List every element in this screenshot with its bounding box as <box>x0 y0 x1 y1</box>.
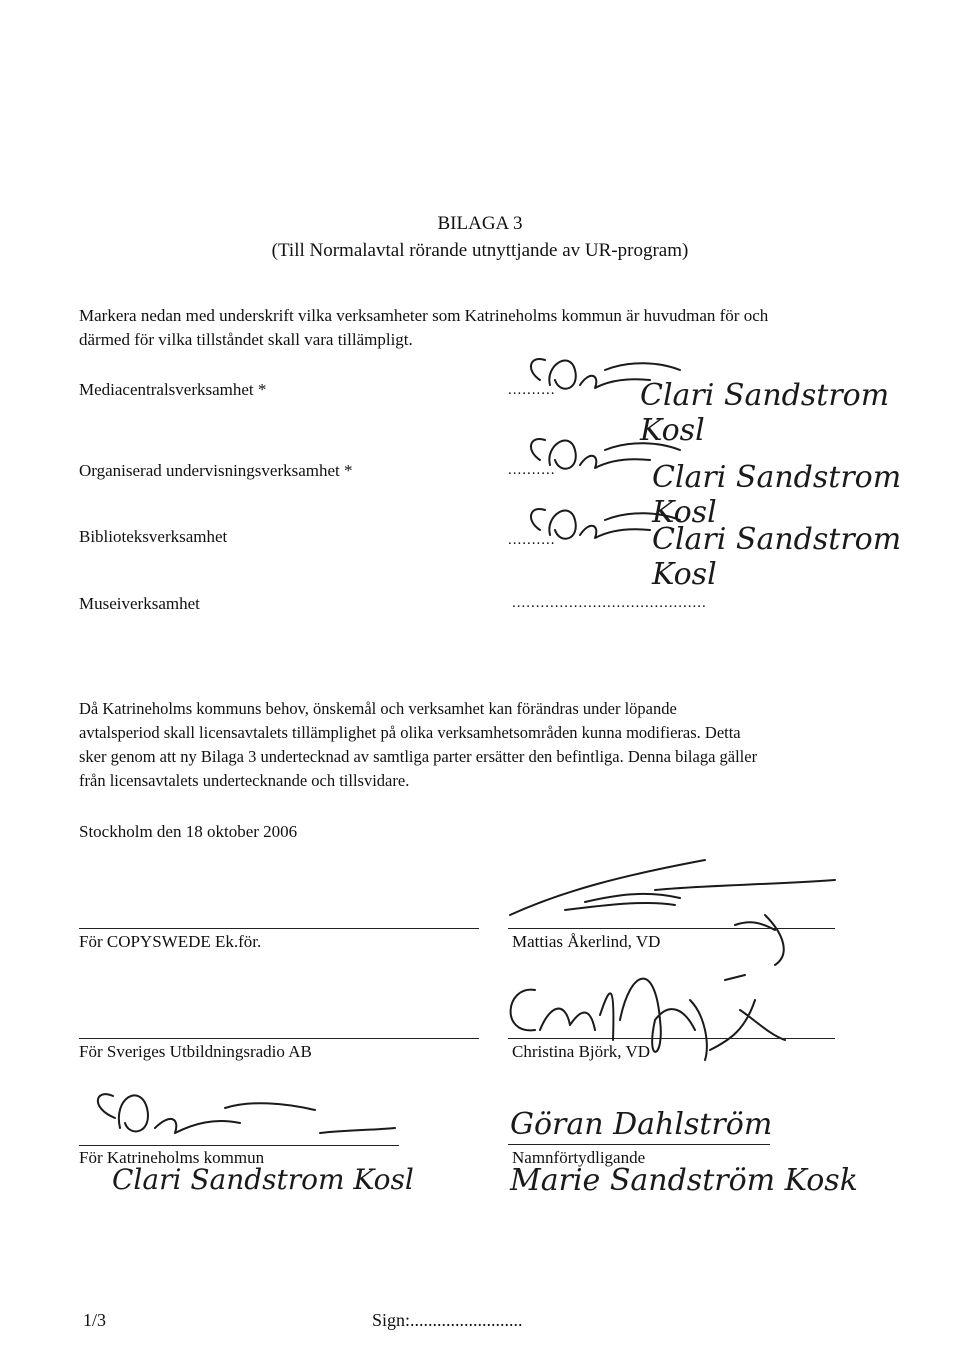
handwritten-name: Marie Sandström Kosk <box>510 1163 858 1198</box>
signature-dots: .......... <box>508 532 556 548</box>
place-date: Stockholm den 18 oktober 2006 <box>79 822 298 841</box>
signature-dots: ......................................... <box>512 595 707 611</box>
intro-line-1: Markera nedan med underskrift vilka verksamheter som Katrineholms kommun är huvudman för och <box>79 306 769 325</box>
activity-teaching: Organiserad undervisningsverksamhet * <box>79 461 353 480</box>
handwritten-name: Clari Sandstrom Kosl <box>112 1163 414 1196</box>
intro-line-2: därmed för vilka tillståndet skall vara tillämpligt. <box>79 330 413 349</box>
handwritten-signature <box>85 1078 405 1153</box>
body-line-4: från licensavtalets undertecknande och tillsvidare. <box>79 771 410 790</box>
body-line-2: avtalsperiod skall licensavtalets tillämplighet på olika verksamhetsområden kunna modifieras. Detta <box>79 723 741 742</box>
handwritten-name: Clari Sandstrom Kosl <box>652 522 902 592</box>
activity-museum: Museiverksamhet <box>79 594 200 613</box>
ur-signer: Christina Björk, VD <box>512 1042 651 1061</box>
signature-line <box>79 1038 479 1039</box>
initials-field: Sign:......................... <box>372 1310 523 1330</box>
handwritten-name: Clari Sandstrom Kosl <box>652 460 902 530</box>
activity-media: Mediacentralsverksamhet * <box>79 380 267 399</box>
copyswede-signer: Mattias Åkerlind, VD <box>512 932 661 951</box>
ur-label: För Sveriges Utbildningsradio AB <box>79 1042 312 1061</box>
activity-library: Biblioteksverksamhet <box>79 527 228 546</box>
page-number: 1/3 <box>83 1310 107 1330</box>
name-clarification-label: Namnförtydligande <box>512 1148 646 1167</box>
handwritten-name: Göran Dahlström <box>510 1107 773 1142</box>
body-line-3: sker genom att ny Bilaga 3 undertecknad av samtliga parter ersätter den befintliga. Denna bilaga gäller <box>79 747 758 766</box>
handwritten-name: Clari Sandstrom Kosl <box>640 378 890 448</box>
signature-line <box>79 928 479 929</box>
signature-line <box>508 1038 835 1039</box>
document-subtitle: (Till Normalavtal rörande utnyttjande av UR-program) <box>271 240 689 261</box>
signature-line <box>508 928 835 929</box>
katrineholm-label: För Katrineholms kommun <box>79 1148 265 1167</box>
copyswede-label: För COPYSWEDE Ek.för. <box>79 932 262 951</box>
body-line-1: Då Katrineholms kommuns behov, önskemål och verksamhet kan förändras under löpande <box>79 699 677 718</box>
signature-line <box>508 1144 770 1145</box>
document-title: BILAGA 3 <box>437 213 523 234</box>
signature-dots: .......... <box>508 462 556 478</box>
signature-dots: .......... <box>508 382 556 398</box>
